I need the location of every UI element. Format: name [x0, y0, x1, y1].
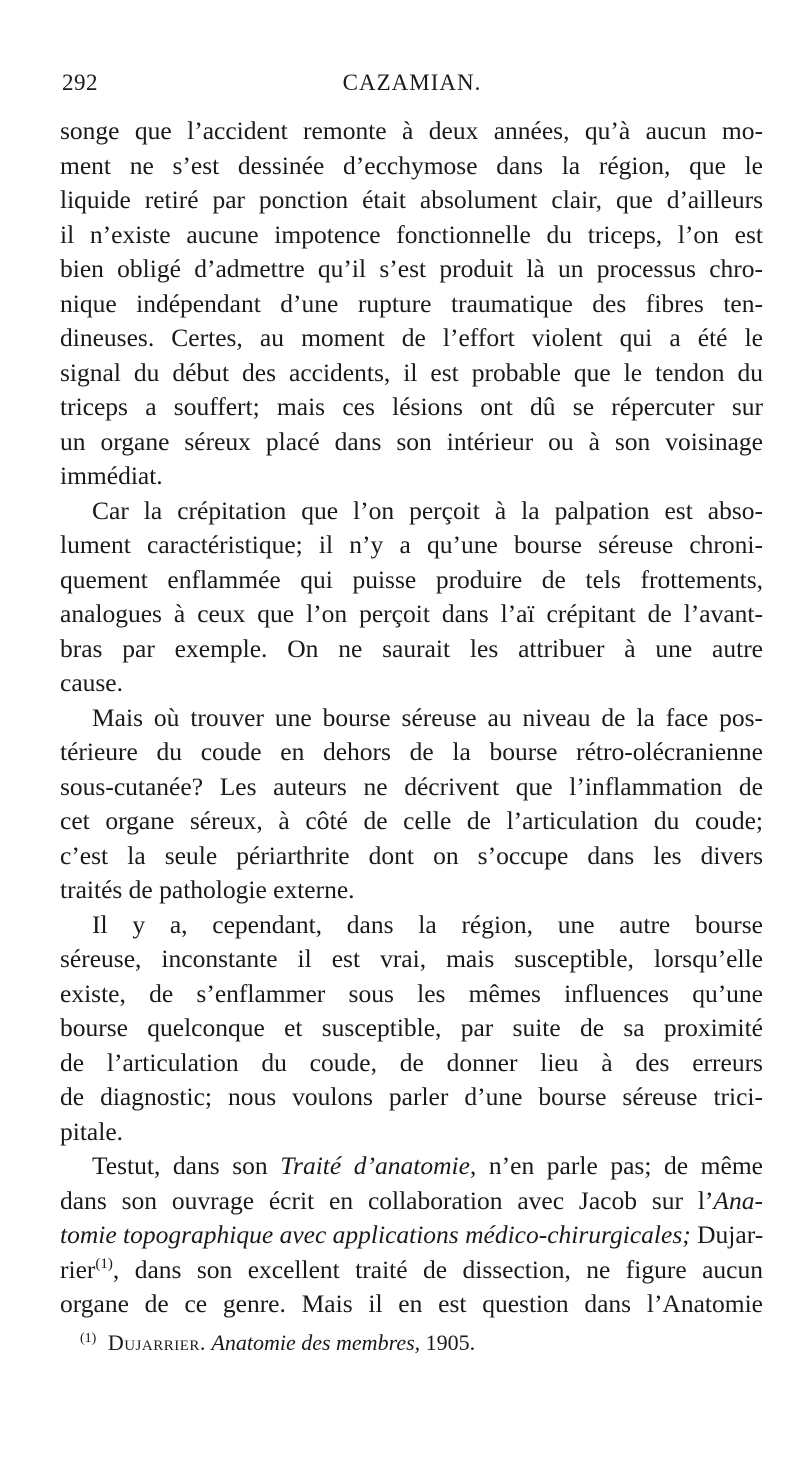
- text-line: c’est la seule périarthrite dont on s’occupe dans les divers: [60, 840, 763, 870]
- text-line: immédiat.: [60, 461, 163, 490]
- text-run: rier: [60, 1254, 96, 1284]
- text-line: triceps a souffert; mais ces lésions ont dû se répercuter sur: [60, 392, 763, 421]
- text-line: Car la crépitation que l’on perçoit à la palpation est abso-: [92, 495, 763, 525]
- text-line: [60, 1218, 763, 1253]
- text-run: , dans son excellent traité de dissection, ne figure aucun: [112, 1254, 763, 1284]
- text-run: n’en parle pas; de même: [476, 1151, 763, 1180]
- text-line: il n’existe aucune impotence fonctionnelle du triceps, l’on est: [60, 219, 763, 249]
- text-line: séreuse, inconstante il est vrai, mais susceptible, lorsqu’elle: [60, 944, 763, 973]
- book-title-italic: tomie topographique avec applications médico-chirurgicales;: [60, 1220, 691, 1249]
- paragraph: [60, 494, 763, 701]
- text-line: quement enflammée qui puisse produire de tels frottements,: [60, 564, 763, 594]
- footnote-author: Dujarrier.: [107, 1330, 206, 1355]
- footnote: [80, 1330, 760, 1356]
- text-run: Testut, dans son: [92, 1151, 281, 1180]
- book-title-italic: Ana-: [713, 1185, 763, 1215]
- page-number: 292: [62, 70, 98, 95]
- paragraph: [60, 114, 763, 494]
- text-line: un organe séreux placé dans son intérieur ou à son voisinage: [60, 426, 763, 456]
- footnote-year: 1905.: [425, 1330, 476, 1355]
- text-line: bien obligé d’admettre qu’il s’est produit là un processus chro-: [60, 254, 763, 283]
- text-line: Il y a, cependant, dans la région, une autre bourse: [92, 909, 763, 939]
- text-line: traités de pathologie externe.: [60, 875, 355, 904]
- text-line: cet organe séreux, à côté de celle de l’articulation du coude;: [60, 806, 763, 835]
- text-line: bras par exemple. On ne saurait les attribuer à une autre: [60, 633, 763, 663]
- text-line: pitale.: [60, 1116, 124, 1146]
- paragraph: [60, 701, 763, 908]
- book-title-italic: Traité d’anatomie,: [280, 1151, 477, 1180]
- body-text: [60, 114, 763, 1322]
- text-line: ment ne s’est dessinée d’ecchymose dans la région, que le: [60, 150, 763, 180]
- text-line: bourse quelconque et susceptible, par suite de sa proximité: [60, 1013, 763, 1042]
- text-run: Dujar-: [690, 1220, 763, 1249]
- paragraph: [60, 1149, 763, 1322]
- text-run: dans son ouvrage écrit en collaboration avec Jacob sur l’: [60, 1185, 714, 1215]
- running-head: CAZAMIAN.: [342, 70, 482, 95]
- text-line: [60, 1184, 763, 1219]
- text-line: signal du début des accidents, il est probable que le tendon du: [60, 357, 763, 387]
- page-header: [62, 70, 762, 106]
- text-line: liquide retiré par ponction était absolument clair, que d’ailleurs: [60, 185, 763, 214]
- text-line: cause.: [60, 668, 124, 697]
- text-line: organe de ce genre. Mais il en est question dans l’Anatomie: [60, 1289, 763, 1318]
- text-line: [60, 1149, 763, 1184]
- paragraph: [60, 908, 763, 1150]
- text-line: lument caractéristique; il n’y a qu’une bourse séreuse chroni-: [60, 530, 763, 559]
- footnote-marker: (1): [80, 1331, 97, 1346]
- text-line: [60, 1253, 763, 1288]
- text-line: songe que l’accident remonte à deux années, qu’à aucun mo-: [60, 116, 763, 145]
- text-line: analogues à ceux que l’on perçoit dans l’aï crépitant de l’avant-: [60, 599, 763, 628]
- text-line: de diagnostic; nous voulons parler d’une bourse séreuse trici-: [60, 1082, 763, 1111]
- text-line: nique indépendant d’une rupture traumatique des fibres ten-: [60, 288, 763, 318]
- text-line: sous-cutanée? Les auteurs ne décrivent que l’inflammation de: [60, 771, 763, 801]
- footnote-reference[interactable]: (1): [95, 1255, 113, 1272]
- footnote-title: Anatomie des membres,: [211, 1330, 421, 1355]
- text-line: existe, de s’enflammer sous les mêmes influences qu’une: [60, 978, 763, 1008]
- text-line: Mais où trouver une bourse séreuse au niveau de la face pos-: [92, 702, 763, 732]
- text-line: dineuses. Certes, au moment de l’effort violent qui a été le: [60, 323, 763, 352]
- text-line: térieure du coude en dehors de la bourse rétro-olécranienne: [60, 737, 763, 766]
- text-line: de l’articulation du coude, de donner lieu à des erreurs: [60, 1047, 763, 1077]
